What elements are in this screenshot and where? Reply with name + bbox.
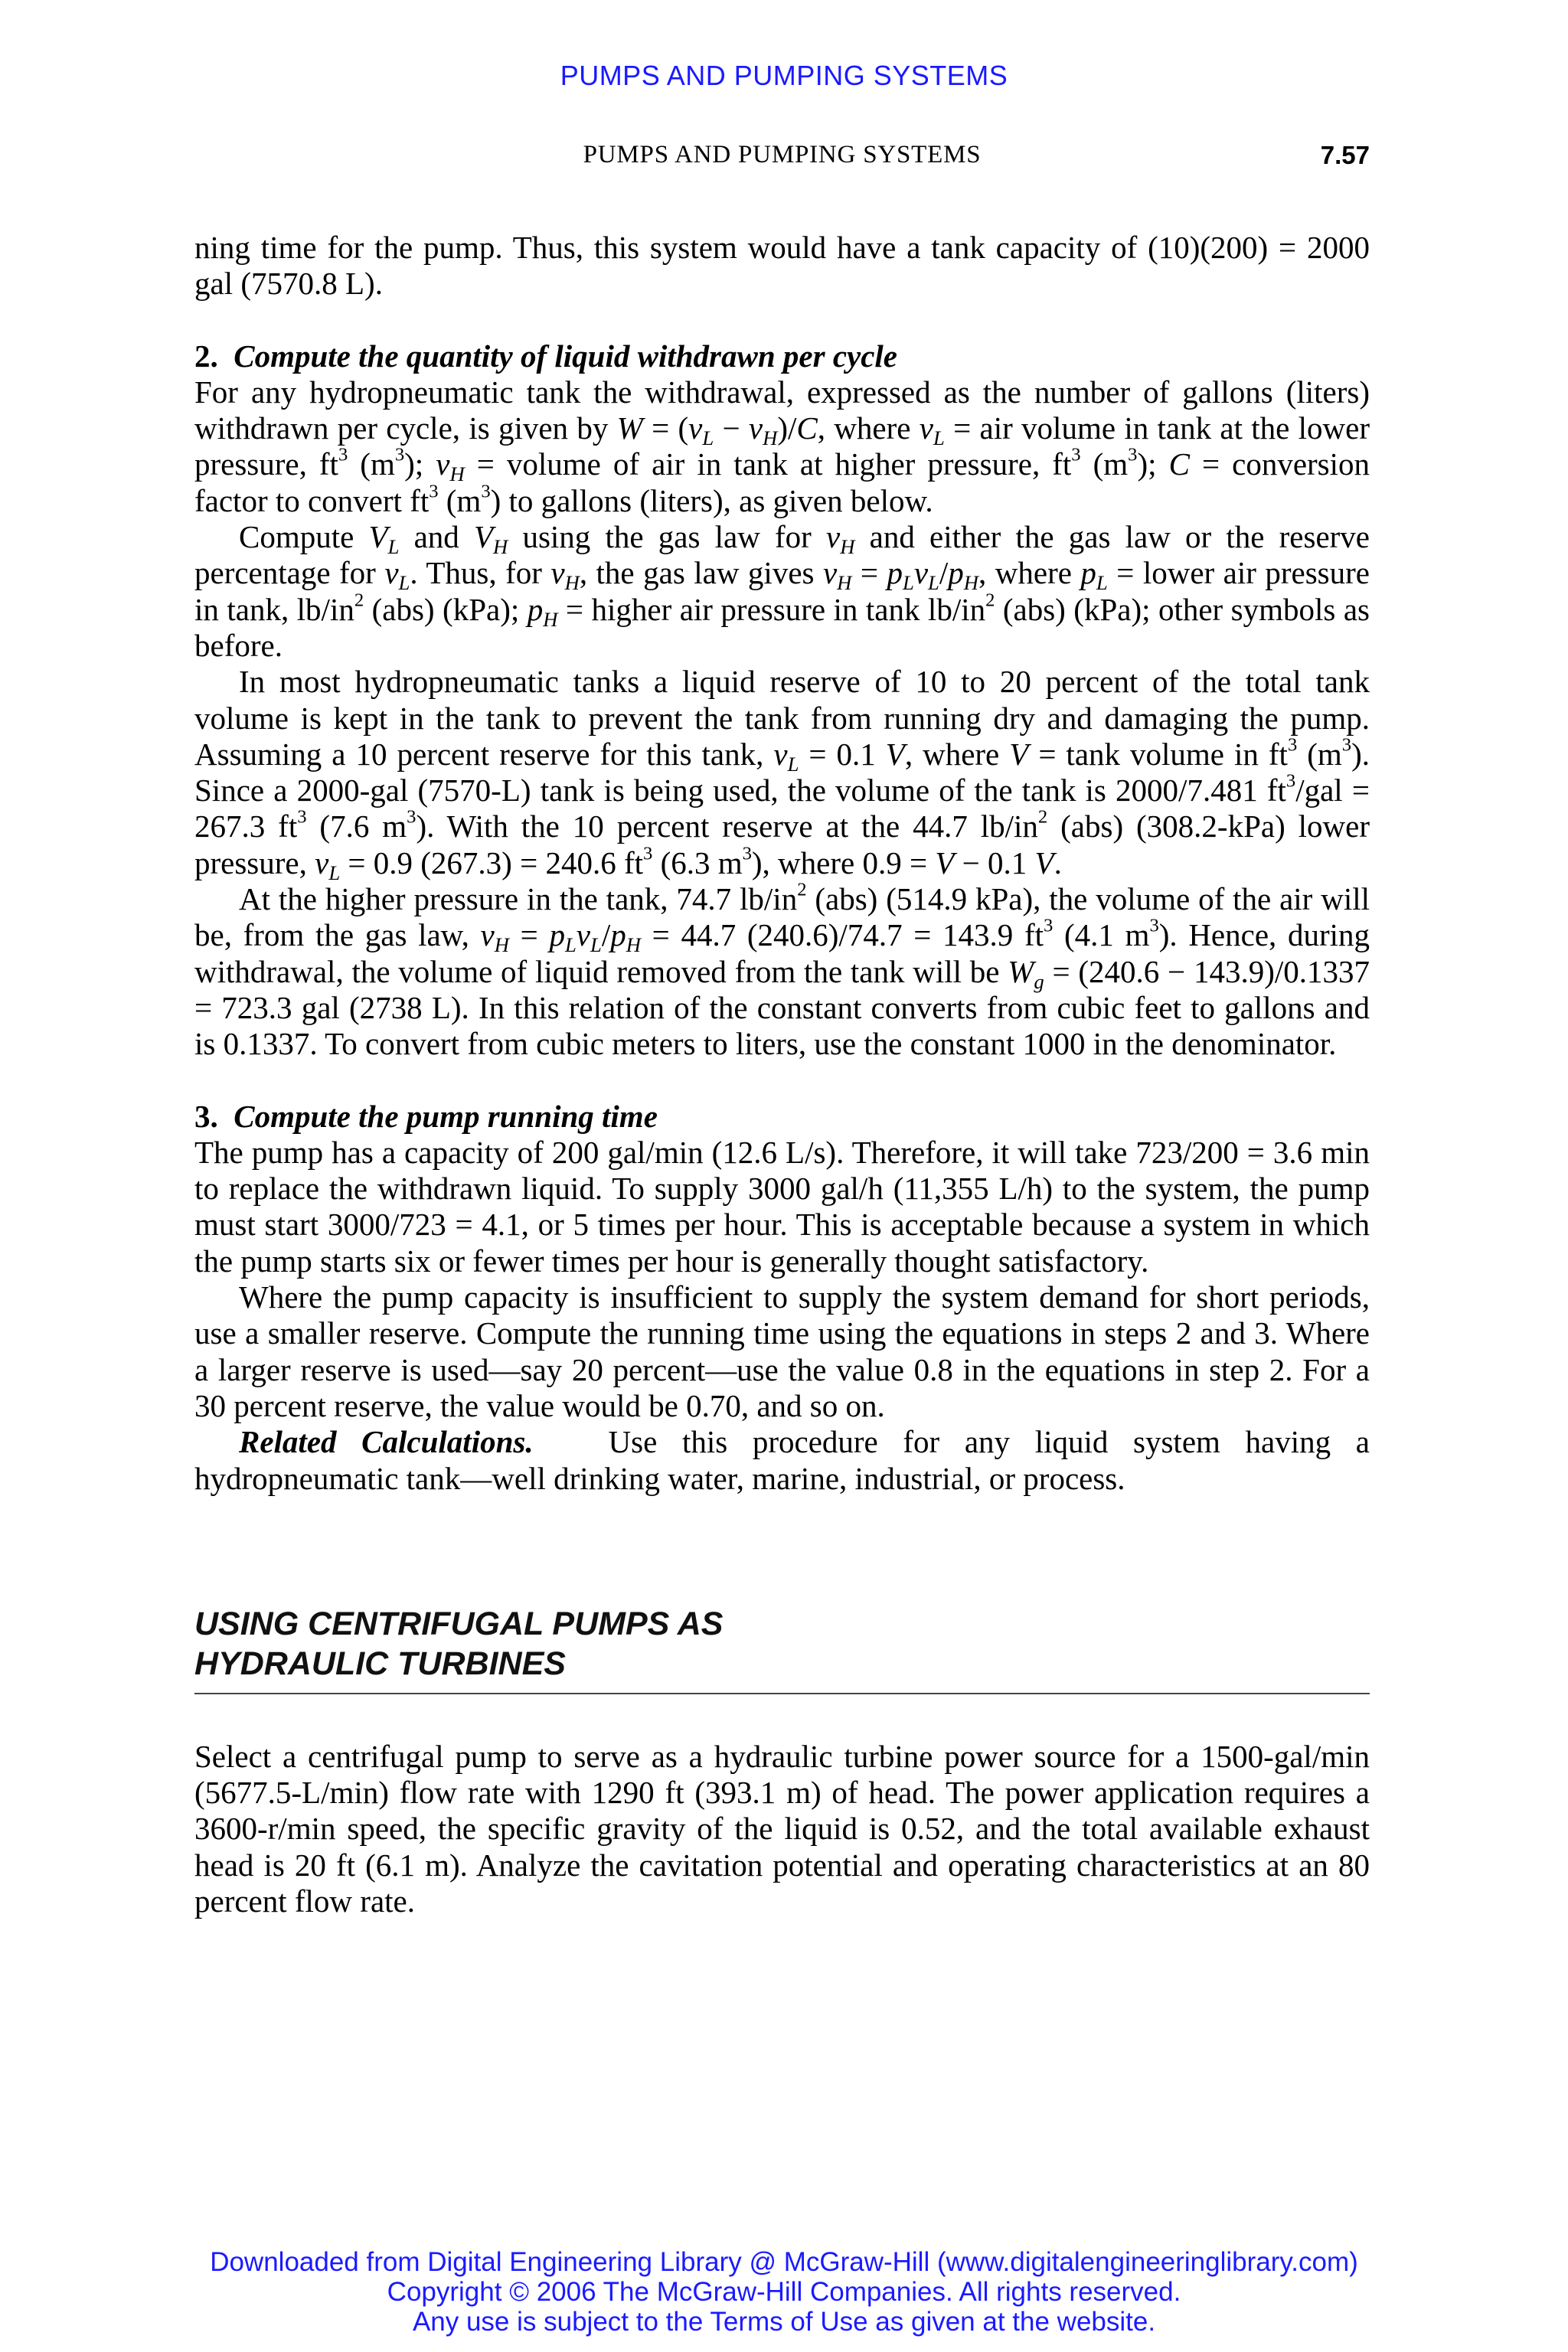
download-footer bbox=[0, 2247, 1568, 2337]
footer-download-link[interactable]: Downloaded from Digital Engineering Library @ McGraw-Hill (www.digitalengineeringlibrary.com) bbox=[210, 2247, 1358, 2277]
section-title bbox=[194, 1604, 1370, 1684]
paragraph-continuation: ning time for the pump. Thus, this system would have a tank capacity of (10)(200) = 2000 gal (7570.8 L). bbox=[194, 230, 1370, 302]
footer-copyright: Copyright © 2006 The McGraw-Hill Companies. All rights reserved. bbox=[387, 2277, 1181, 2307]
section-title-line-2: HYDRAULIC TURBINES bbox=[194, 1645, 566, 1682]
section-title-line-1: USING CENTRIFUGAL PUMPS AS bbox=[194, 1605, 724, 1642]
paragraph-running-time: The pump has a capacity of 200 gal/min (12.6 L/s). Therefore, it will take 723/200 = 3.6 min to replace the withdrawn liquid. To supply 3000 gal/h (11,355 L/h) to the system, the pump must start 3000/723 = 4.1, or 5 times per hour. This is acceptable because a system in which the pump starts six or fewer times per hour is generally thought satisfactory. bbox=[194, 1134, 1370, 1279]
paragraph-reserve: In most hydropneumatic tanks a liquid reserve of 10 to 20 percent of the total tank volume is kept in the tank to prevent the tank from running dry and damaging the pump. Assuming a 10 percent reserve for this tank, $v_L = 0.1$ V, where V = tank volume in $ft^3$ $(m^3)$. Since a 2000-gal (7570-L) tank is being used, the volume of the tank is 2000/7.481 $ft^3$/gal = 267.3 $ft^3$ (7.6 $m^3$). With the 10 percent reserve at the 44.7 $lb/in^2$ (abs) (308.2-kPa) lower pressure, $v_L = 0.9$ (267.3) = 240.6 $ft^3$ (6.3 $m^3$), where 0.9 = V − 0.1 V. bbox=[194, 664, 1370, 884]
step-title: Compute the pump running time bbox=[234, 1098, 658, 1134]
step-number: 3. bbox=[194, 1098, 218, 1134]
paragraph-related-calculations bbox=[194, 1424, 1370, 1497]
step-2-heading bbox=[194, 338, 1370, 374]
related-calculations-lead: Related Calculations. bbox=[239, 1424, 534, 1460]
body-text bbox=[194, 230, 1370, 1919]
page-number: 7.57 bbox=[1320, 141, 1370, 169]
footer-terms-link[interactable]: Any use is subject to the Terms of Use as given at the website. bbox=[412, 2307, 1156, 2337]
paragraph-withdrawal-formula: For any hydropneumatic tank the withdrawal, expressed as the number of gallons (liters) withdrawn per cycle, is given by $W = (v_L - v_H)/C$, where $v_L$ = air volume in tank at the lower pressure, $ft^3$ $(m^3)$; $v_H$ = volume of air in tank at higher pressure, $ft^3$ $(m^3)$; C = conversion factor to convert $ft^3$ $(m^3)$ to gallons (liters), as given below. bbox=[194, 374, 1370, 518]
section-intro-paragraph: Select a centrifugal pump to serve as a hydraulic turbine power source for a 1500-gal/min (5677.5-L/min) flow rate with 1290 ft (393.1 m) of head. The power application requires a 3600-r/min speed, the specific gravity of the liquid is 0.52, and the total available exhaust head is 20 ft (6.1 m). Analyze the cavitation potential and operating characteristics at an 80 percent flow rate. bbox=[194, 1738, 1370, 1919]
section-centrifugal-turbines bbox=[194, 1604, 1370, 1919]
paragraph-smaller-reserve: Where the pump capacity is insufficient to supply the system demand for short periods, use a smaller reserve. Compute the running time using the equations in steps 2 and 3. Where a larger reserve is used—say 20 percent—use the value 0.8 in the equations in step 2. For a 30 percent reserve, the value would be 0.70, and so on. bbox=[194, 1279, 1370, 1423]
running-head bbox=[194, 141, 1370, 175]
section-divider bbox=[194, 1693, 1370, 1694]
paragraph-gas-law: Compute $V_L$ and $V_H$ using the gas law for $v_H$ and either the gas law or the reserve percentage for $v_L$. Thus, for $v_H$, the gas law gives $v_H = p_Lv_L/p_H$, where $p_L$ = lower air pressure in tank, $lb/in^2$ (abs) (kPa); $p_H$ = higher air pressure in tank $lb/in^2$ (abs) (kPa); other symbols as before. bbox=[194, 519, 1370, 663]
related-calculations-text: Use this procedure for any liquid system having a hydropneumatic tank—well drinking water, marine, industrial, or process. bbox=[194, 1424, 1370, 1496]
step-number: 2. bbox=[194, 338, 218, 374]
paragraph-higher-pressure: At the higher pressure in the tank, 74.7 $lb/in^2$ (abs) (514.9 kPa), the volume of the air will be, from the gas law, $v_H = p_Lv_L/p_H = 44.7$ (240.6)/74.7 = 143.9 $ft^3$ (4.1 $m^3$). Hence, during withdrawal, the volume of liquid removed from the tank will be $W_g = (240.6 - 143.9)/0.1337 = 723.3$ gal (2738 L). In this relation of the constant converts from cubic feet to gallons and is 0.1337. To convert from cubic meters to liters, use the constant 1000 in the denominator. bbox=[194, 879, 1370, 1062]
book-title-banner[interactable]: PUMPS AND PUMPING SYSTEMS bbox=[560, 60, 1008, 91]
step-3-heading bbox=[194, 1099, 1370, 1135]
step-title: Compute the quantity of liquid withdrawn per cycle bbox=[234, 338, 897, 374]
running-head-title: PUMPS AND PUMPING SYSTEMS bbox=[583, 141, 982, 168]
